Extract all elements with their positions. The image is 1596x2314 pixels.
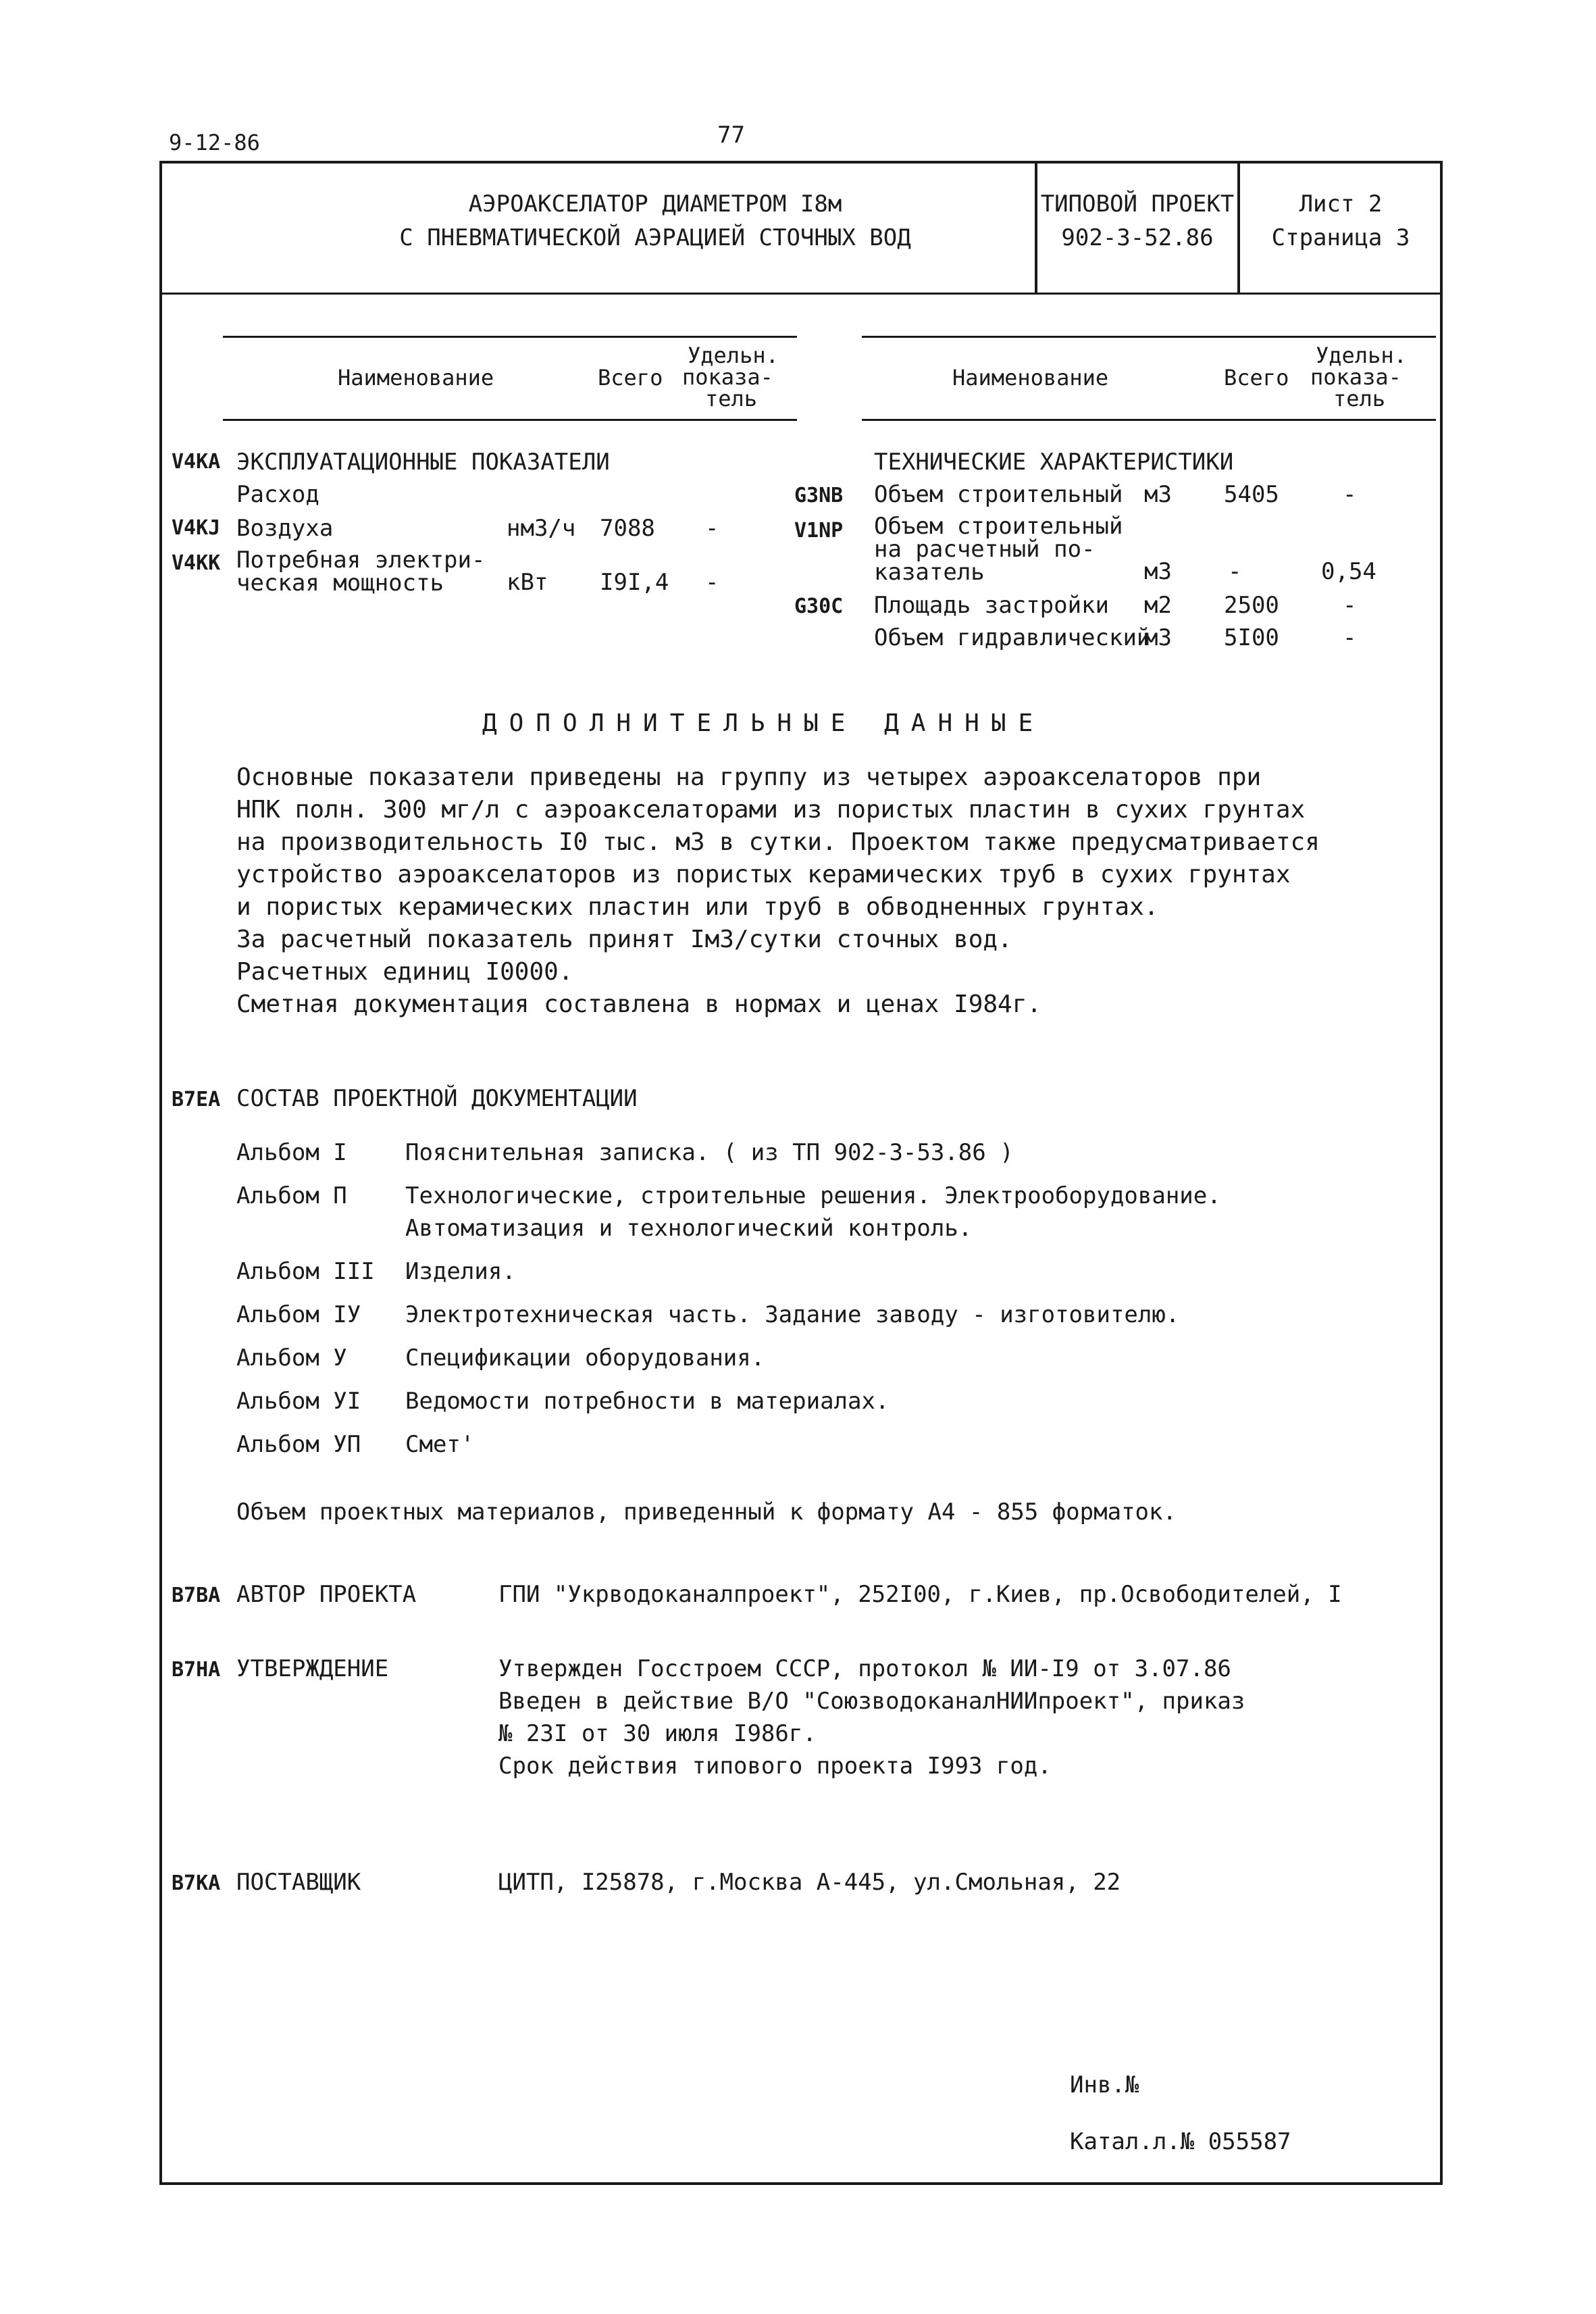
project-label: ТИПОВОЙ ПРОЕКТ bbox=[1040, 191, 1235, 218]
code-b7ka: B7KA bbox=[172, 1871, 221, 1895]
left-row-2-specific: - bbox=[705, 569, 719, 596]
right-row-1-specific: - bbox=[1343, 481, 1357, 508]
title-line-2: С ПНЕВМАТИЧЕСКОЙ АЭРАЦИЕЙ СТОЧНЫХ ВОД bbox=[399, 224, 911, 251]
right-row-4-total: 5I00 bbox=[1224, 624, 1279, 651]
approval-title: УТВЕРЖДЕНИЕ bbox=[236, 1655, 389, 1682]
left-row-1-unit: нм3/ч bbox=[507, 515, 576, 542]
code-b7ha: B7HA bbox=[172, 1658, 221, 1682]
left-col-specific-2: показа- bbox=[682, 364, 773, 390]
additional-line-1: Основные показатели приведены на группу из четырех аэроакселаторов при bbox=[236, 763, 1262, 791]
left-row-1-total: 7088 bbox=[600, 515, 655, 542]
right-row-1-unit: м3 bbox=[1144, 481, 1172, 508]
right-row-2-name-3: казатель bbox=[874, 559, 985, 586]
additional-line-4: устройство аэроакселаторов из пористых керамических труб в сухих грунтах bbox=[236, 861, 1291, 888]
supplier-text: ЦИТП, I25878, г.Москва А-445, ул.Смольная, 22 bbox=[498, 1869, 1121, 1896]
code-b7ea: B7EA bbox=[172, 1088, 221, 1111]
approval-line-1: Утвержден Госстроем СССР, протокол № ИИ-I9 от 3.07.86 bbox=[498, 1655, 1231, 1682]
left-row-2-total: I9I,4 bbox=[600, 569, 669, 596]
code-v4kk: V4KK bbox=[172, 551, 221, 575]
header-divider-v1 bbox=[1035, 162, 1037, 294]
left-row-2-unit: кВт bbox=[507, 569, 548, 596]
additional-line-3: на производительность I0 тыс. м3 в сутки. Проектом также предусматривается bbox=[236, 828, 1320, 856]
album-3-text: Изделия. bbox=[405, 1258, 516, 1285]
album-1-text: Пояснительная записка. ( из ТП 902-3-53.86 ) bbox=[405, 1139, 1014, 1166]
composition-volume: Объем проектных материалов, приведенный к формату А4 - 855 форматок. bbox=[236, 1499, 1177, 1526]
album-1-label: Альбом I bbox=[236, 1139, 347, 1166]
right-row-1-name: Объем строительный bbox=[874, 481, 1123, 508]
code-v4kj: V4KJ bbox=[172, 516, 221, 540]
right-col-name: Наименование bbox=[952, 365, 1109, 391]
left-row-2-name-1: Потребная электри- bbox=[236, 547, 486, 574]
right-row-2-unit: м3 bbox=[1144, 558, 1172, 585]
album-2-label: Альбом П bbox=[236, 1182, 347, 1209]
right-row-2-name-1: Объем строительный bbox=[874, 513, 1123, 540]
left-row-1-specific: - bbox=[705, 515, 719, 542]
additional-line-7: Расчетных единиц I0000. bbox=[236, 958, 573, 986]
additional-line-2: НПК полн. 300 мг/л с аэроакселаторами из пористых пластин в сухих грунтах bbox=[236, 796, 1306, 824]
author-title: АВТОР ПРОЕКТА bbox=[236, 1581, 417, 1608]
author-text: ГПИ "Укрводоканалпроект", 252I00, г.Киев, пр.Освободителей, I bbox=[498, 1581, 1342, 1608]
right-row-2-specific: 0,54 bbox=[1321, 558, 1376, 585]
code-b7ba: B7BA bbox=[172, 1584, 221, 1607]
right-row-3-specific: - bbox=[1343, 592, 1357, 619]
project-number: 902-3-52.86 bbox=[1061, 224, 1214, 251]
right-col-specific-2: показа- bbox=[1310, 364, 1401, 390]
album-5-text: Спецификации оборудования. bbox=[405, 1344, 765, 1372]
page-label: Страница 3 bbox=[1271, 224, 1410, 251]
album-3-label: Альбом III bbox=[236, 1258, 375, 1285]
sheet-label: Лист 2 bbox=[1299, 191, 1383, 218]
approval-line-4: Срок действия типового проекта I993 год. bbox=[498, 1753, 1052, 1780]
code-g3nb: G3NB bbox=[794, 484, 844, 507]
right-row-2-name-2: на расчетный по- bbox=[874, 536, 1096, 563]
left-col-specific-1: Удельн. bbox=[688, 343, 779, 368]
left-section-title: ЭКСПЛУАТАЦИОННЫЕ ПОКАЗАТЕЛИ bbox=[236, 449, 610, 476]
left-row-2-name-2: ческая мощность bbox=[236, 570, 444, 597]
header-divider bbox=[161, 293, 1441, 295]
approval-line-2: Введен в действие В/О "СоюзводоканалНИИпроект", приказ bbox=[498, 1688, 1245, 1715]
left-table-top-rule bbox=[223, 336, 797, 338]
inventory-number: Инв.№ bbox=[1070, 2071, 1139, 2098]
left-col-total: Всего bbox=[598, 365, 663, 391]
left-col-specific-3: тель bbox=[705, 386, 758, 411]
page-number: 77 bbox=[717, 122, 745, 149]
album-6-label: Альбом УI bbox=[236, 1388, 361, 1415]
left-row-1-name: Воздуха bbox=[236, 515, 334, 542]
right-table-top-rule bbox=[862, 336, 1436, 338]
right-col-specific-1: Удельн. bbox=[1316, 343, 1407, 368]
code-v1np: V1NP bbox=[794, 519, 844, 543]
additional-line-5: и пористых керамических пластин или труб в обводненных грунтах. bbox=[236, 893, 1159, 921]
right-table-header-rule bbox=[862, 419, 1436, 421]
supplier-title: ПОСТАВЩИК bbox=[236, 1869, 361, 1896]
album-6-text: Ведомости потребности в материалах. bbox=[405, 1388, 890, 1415]
right-row-1-total: 5405 bbox=[1224, 481, 1279, 508]
right-row-4-unit: м3 bbox=[1144, 624, 1172, 651]
right-col-total: Всего bbox=[1224, 365, 1289, 391]
approval-line-3: № 23I от 30 июля I986г. bbox=[498, 1720, 817, 1747]
right-section-title: ТЕХНИЧЕСКИЕ ХАРАКТЕРИСТИКИ bbox=[874, 449, 1234, 476]
code-g30c: G30C bbox=[794, 595, 844, 618]
right-row-4-specific: - bbox=[1343, 624, 1357, 651]
additional-line-8: Сметная документация составлена в нормах и ценах I984г. bbox=[236, 990, 1042, 1018]
right-col-specific-3: тель bbox=[1333, 386, 1386, 411]
code-v4ka: V4KA bbox=[172, 450, 221, 474]
additional-line-6: За расчетный показатель принят Iм3/сутки сточных вод. bbox=[236, 926, 1012, 953]
album-2-text: Технологические, строительные решения. Электрооборудование. bbox=[405, 1182, 1221, 1209]
album-2-text-2: Автоматизация и технологический контроль. bbox=[405, 1215, 973, 1242]
album-4-text: Электротехническая часть. Задание заводу - изготовителю. bbox=[405, 1301, 1180, 1328]
right-row-3-name: Площадь застройки bbox=[874, 592, 1109, 619]
left-subtitle: Расход bbox=[236, 481, 319, 508]
additional-heading: ДОПОЛНИТЕЛЬНЫЕ ДАННЫЕ bbox=[482, 709, 1046, 737]
composition-title: СОСТАВ ПРОЕКТНОЙ ДОКУМЕНТАЦИИ bbox=[236, 1085, 638, 1112]
left-table-header-rule bbox=[223, 419, 797, 421]
album-5-label: Альбом У bbox=[236, 1344, 347, 1372]
right-row-3-total: 2500 bbox=[1224, 592, 1279, 619]
album-7-label: Альбом УП bbox=[236, 1431, 361, 1458]
header-divider-v2 bbox=[1237, 162, 1240, 294]
catalog-number: Катал.л.№ 055587 bbox=[1070, 2128, 1291, 2155]
document-date: 9-12-86 bbox=[169, 130, 260, 155]
title-line-1: АЭРОАКСЕЛАТОР ДИАМЕТРОМ I8м bbox=[468, 191, 842, 218]
right-row-3-unit: м2 bbox=[1144, 592, 1172, 619]
left-col-name: Наименование bbox=[338, 365, 494, 391]
album-7-text: Смет' bbox=[405, 1431, 475, 1458]
right-row-2-total: - bbox=[1228, 558, 1242, 585]
right-row-4-name: Объем гидравлический bbox=[874, 624, 1151, 651]
album-4-label: Альбом IУ bbox=[236, 1301, 361, 1328]
